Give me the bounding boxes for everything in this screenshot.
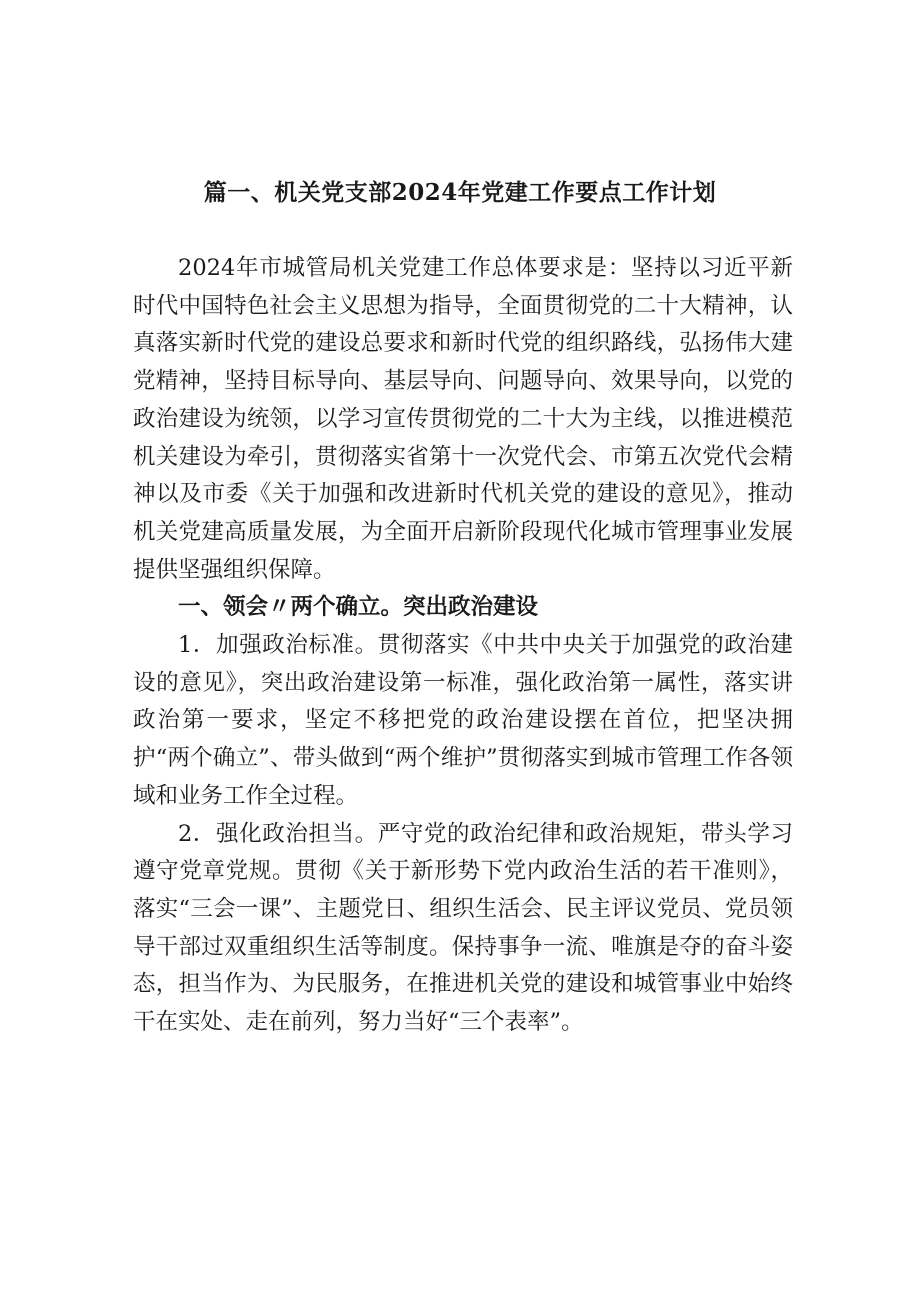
paragraph-item-1: 1．加强政治标准。贯彻落实《中共中央关于加强党的政治建设的意见》，突出政治建设第一标准，强化政治第一属性，落实讲政治第一要求，坚定不移把党的政治建设摆在首位，把坚决拥护“两个确立”、带头做到“两个维护”贯彻落实到城市管理工作各领域和业务工作全过程。 [133,632,793,809]
paragraph-overview: 2024年市城管局机关党建工作总体要求是：坚持以习近平新时代中国特色社会主义思想为指导，全面贯彻党的二十大精神，认真落实新时代党的建设总要求和新时代党的组织路线，弘扬伟大建党精神，坚持目标导向、基层导向、问题导向、效果导向，以党的政治建设为统领，以学习宣传贯彻党的二十大为主线，以推进模范机关建设为牵引，贯彻落实省第十一次党代会、市第五次党代会精神以及市委《关于加强和改进新时代机关党的建设的意见》，推动机关党建高质量发展，为全面开启新阶段现代化城市管理事业发展提供坚强组织保障。 [133,255,793,583]
section-heading-1: 一、领会〃两个确立。突出政治建设 [178,594,539,621]
paragraph-item-2: 2．强化政治担当。严守党的政治纪律和政治规矩，带头学习遵守党章党规。贯彻《关于新形势下党内政治生活的若干准则》，落实“三会一课”、主题党日、组织生活会、民主评议党员、党员领导干部过双重组织生活等制度。保持事争一流、唯旗是夺的奋斗姿态，担当作为、为民服务，在推进机关党的建设和城管事业中始终干在实处、走在前列，努力当好“三个表率”。 [133,820,793,1036]
document-body [133,250,793,1042]
document-title: 篇一、机关党支部2024年党建工作要点工作计划 [203,179,717,206]
